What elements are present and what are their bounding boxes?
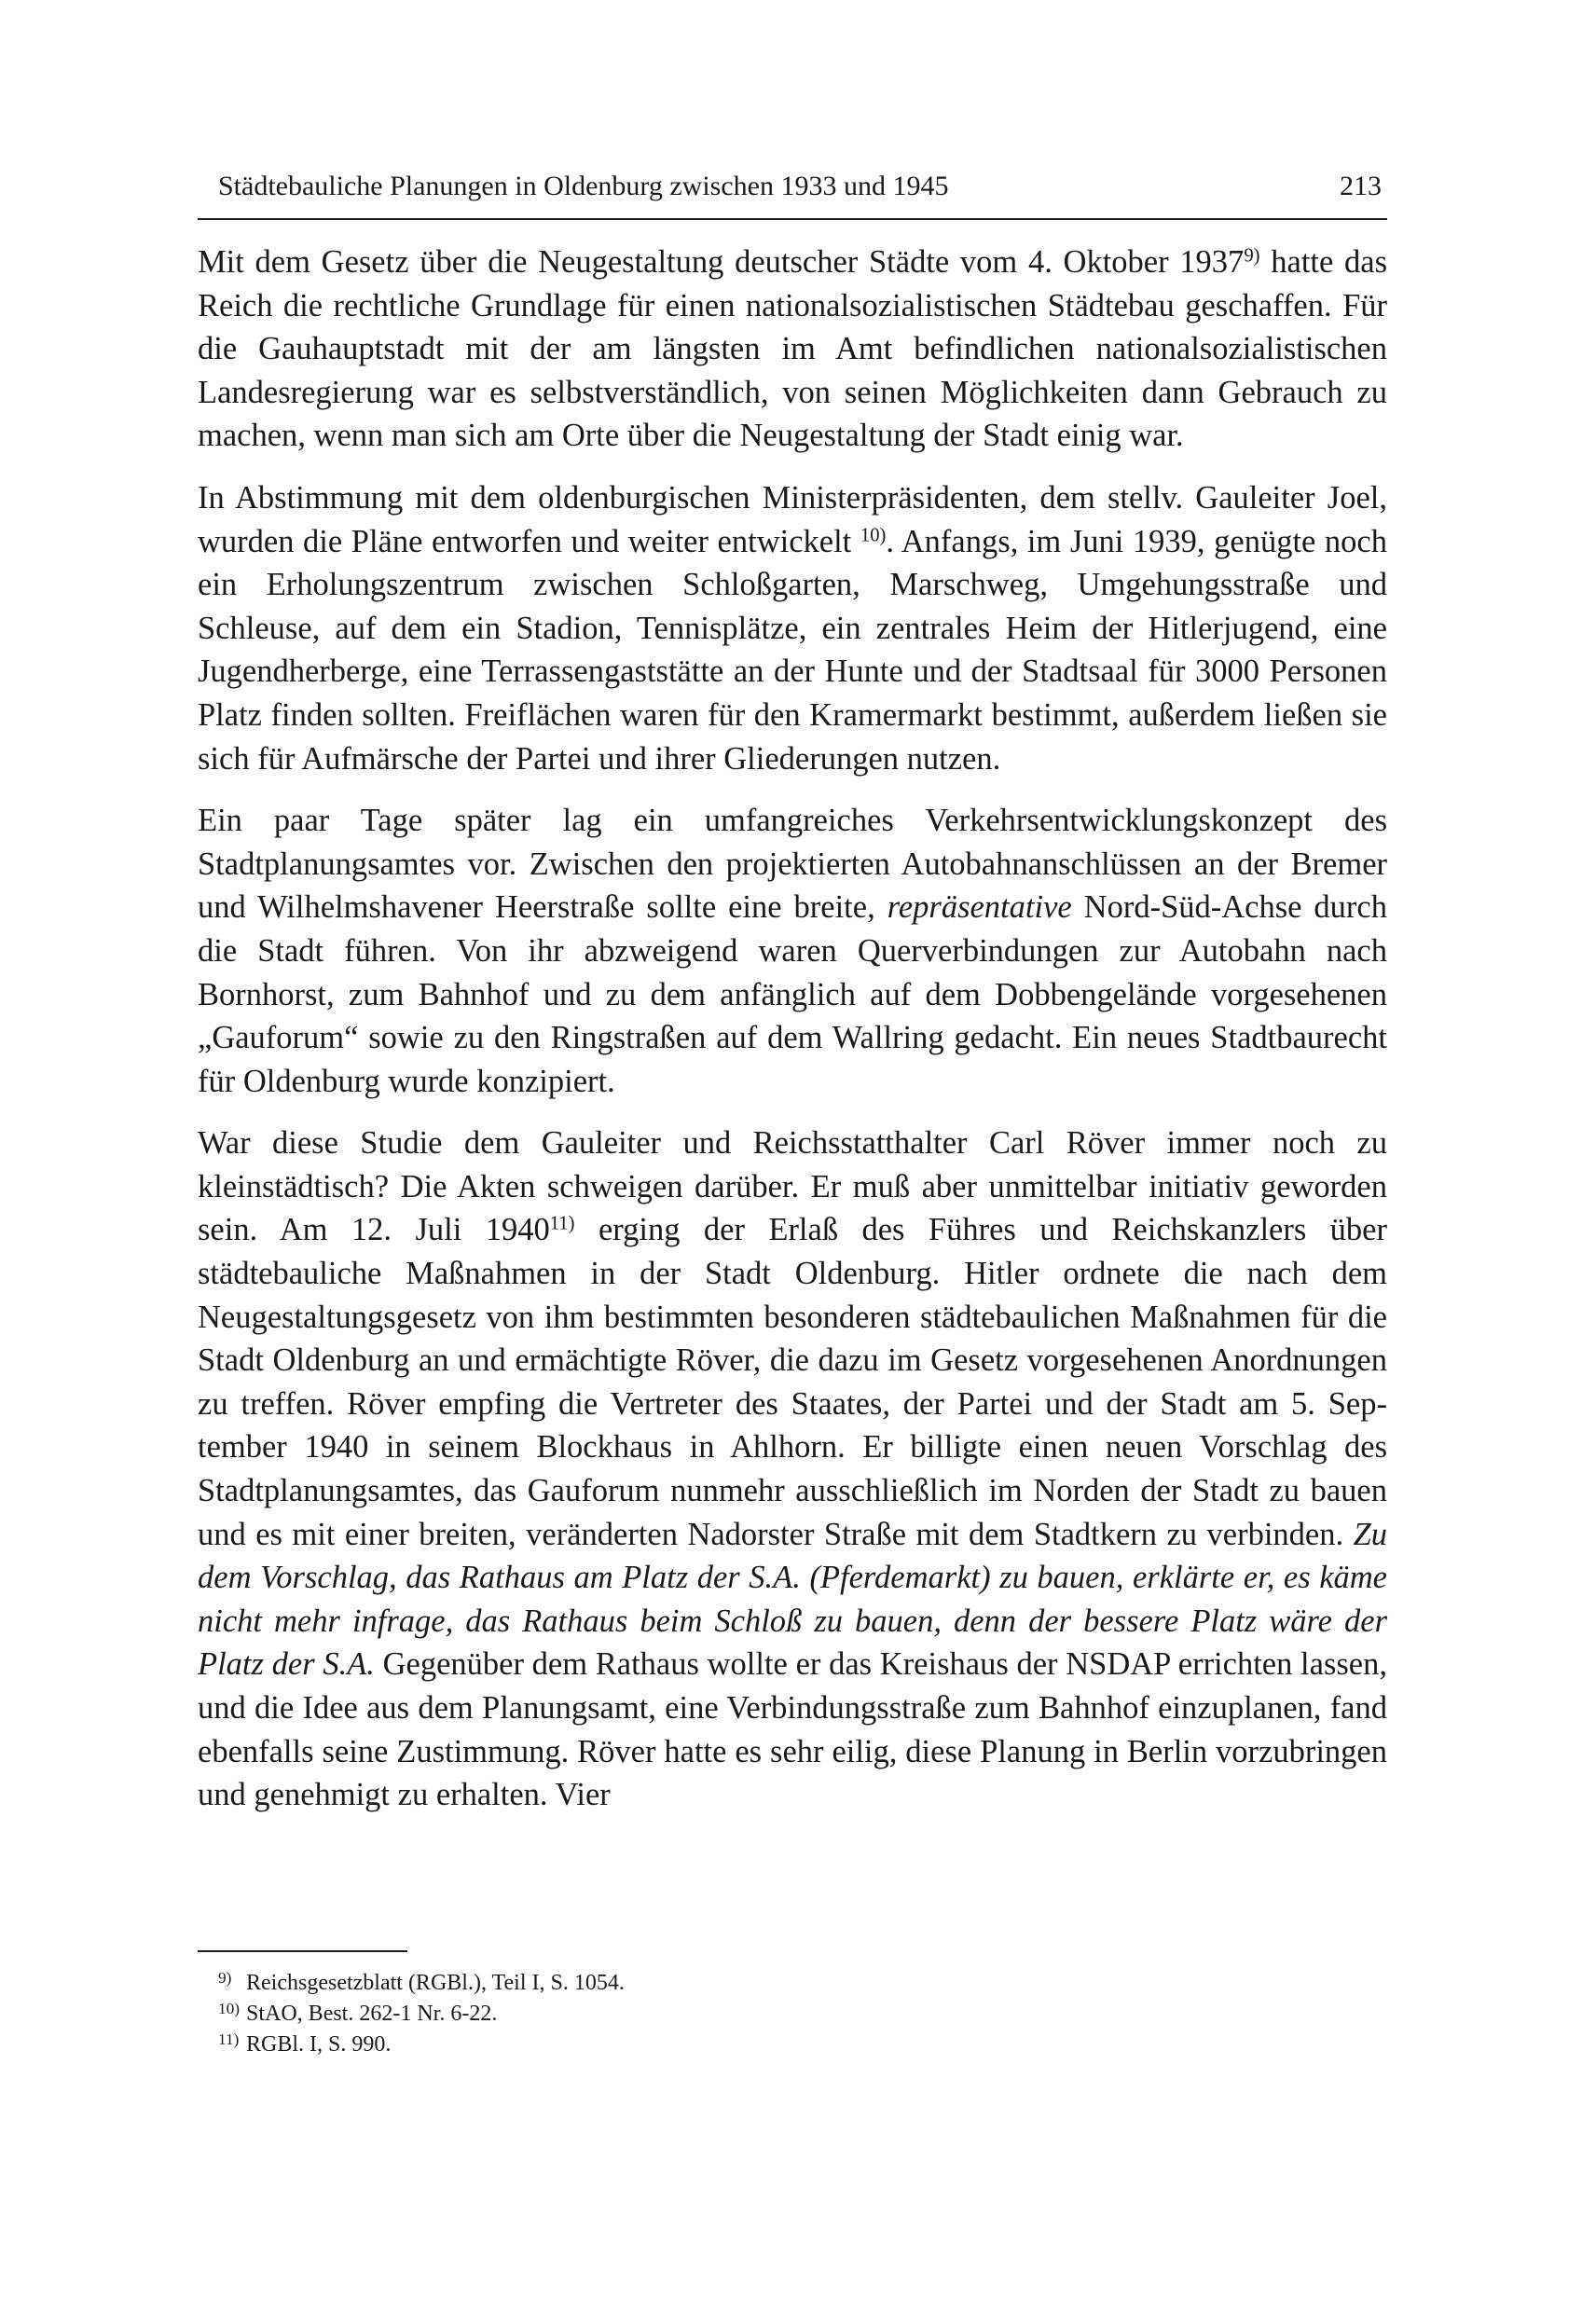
running-title: Städtebauliche Planungen in Oldenburg zwischen 1933 und 1945	[218, 171, 949, 201]
italic-quote: Zu dem Vorschlag, das Rathaus am Platz der S.A. (Pferdemarkt) zu bauen, erklärte er, es käme nicht mehr infrage, das Rathaus beim Schloß zu bauen, denn der bessere Platz wäre der Platz der S.A.	[198, 1516, 1387, 1683]
body-paragraph	[198, 1122, 1387, 1817]
footnote-text: RGBl. I, S. 990.	[246, 2031, 392, 2057]
footnote	[198, 2027, 1387, 2057]
text-run: Nord-Süd-Achse durch die Stadt führen. Von ihr abzweigend waren Querverbindungen zur Autobahn nach Bornhorst, zum Bahnhof und zu dem anfänglich auf dem Dobbengelände vorgesehenen „Gauforum“ sowie zu den Ringstraßen auf dem Wallring gedacht. Ein neues Stadtbaurecht für Oldenburg wurde konzipiert.	[198, 889, 1387, 1099]
body-paragraph	[198, 241, 1387, 458]
body-paragraph	[198, 799, 1387, 1103]
footnote-mark: 10)	[218, 1999, 241, 2017]
footnotes	[198, 1950, 1387, 2057]
footnote-text: Reichsgesetzblatt (RGBl.), Teil I, S. 1054.	[246, 1970, 625, 1995]
footnote	[198, 1965, 1387, 1996]
text-run: hatte das Reich die rechtliche Grundlage für einen nationalsozialistischen Städtebau geschaffen. Für die Gauhauptstadt mit der am längsten im Amt befindlichen nationalsozialistischen Landesregierung war es selbstverständlich, von seinen Möglichkeiten dann Gebrauch zu machen, wenn man sich am Orte über die Neugestaltung der Stadt einig war.	[198, 244, 1387, 454]
footnote-list	[198, 1965, 1387, 2057]
page-number: 213	[1340, 171, 1382, 201]
text-run: . Anfangs, im Juni 1939, genügte noch ein Erholungszentrum zwischen Schloßgarten, Marschweg, Umgehungsstraße und Schleuse, auf dem ein Stadion, Tennisplätze, ein zentrales Heim der Hitlerjugend, eine Jugendherberge, eine Terrassengaststätte an der Hunte und der Stadtsaal für 3000 Personen Platz finden sollten. Freiflächen waren für den Kramermarkt bestimmt, außerdem ließen sie sich für Aufmärsche der Partei und ihrer Gliederungen nutzen.	[198, 523, 1387, 777]
footnote	[198, 1996, 1387, 2027]
footnote-rule	[198, 1950, 407, 1952]
footnote-mark: 9)	[218, 1969, 232, 1987]
text-run: Mit dem Gesetz über die Neugestaltung deutscher Städte vom 4. Oktober 1937	[198, 244, 1245, 280]
text-run: War diese Studie dem Gauleiter und Reichsstatthalter Carl Röver immer noch zu kleinstädtisch? Die Akten schweigen darüber. Er muß aber unmittelbar initiativ geworden sein. Am 12. Juli 1940	[198, 1125, 1387, 1248]
footnote-mark: 11)	[218, 2030, 240, 2048]
footnote-reference: 11)	[549, 1214, 575, 1235]
body-paragraph	[198, 476, 1387, 780]
footnote-text: StAO, Best. 262-1 Nr. 6-22.	[246, 2001, 498, 2026]
text-run: In Abstimmung mit dem oldenburgischen Ministerpräsidenten, dem stellv. Gauleiter Joel, wurden die Pläne entworfen und weiter entwickelt	[198, 479, 1387, 559]
text-run: Gegenüber dem Rathaus wollte er das Kreishaus der NSDAP errichten lassen, und die Idee aus dem Planungsamt, eine Verbindungsstraße zum Bahnhof einzuplanen, fand ebenfalls seine Zustimmung. Röver hatte es sehr eilig, diese Planung in Berlin vorzubringen und genehmigt zu erhalten. Vier	[198, 1646, 1387, 1813]
footnote-reference: 9)	[1244, 245, 1260, 267]
text-run: erging der Erlaß des Führes und Reichskanzlers über städtebauliche Maßnahmen in der Stadt Oldenburg. Hitler ordnete die nach dem Neugestaltungsgesetz von ihm bestimmten besonderen städtebaulichen Maßnahmen für die Stadt Oldenburg an und ermächtigte Röver, die dazu im Gesetz vorgesehenen Anordnungen zu treffen. Röver empfing die Vertreter des Staates, der Partei und der Stadt am 5. September 1940 in seinem Blockhaus in Ahlhorn. Er billigte einen neuen Vorschlag des Stadtplanungsamtes, das Gauforum nunmehr ausschließlich im Norden der Stadt zu bauen und es mit einer breiten, veränderten Nadorster Straße mit dem Stadtkern zu verbinden.	[198, 1212, 1387, 1552]
running-header	[198, 168, 1387, 220]
footnote-reference: 10)	[860, 525, 887, 546]
body-text	[198, 241, 1387, 1817]
book-page	[198, 168, 1387, 1836]
italic-quote: repräsentative	[887, 889, 1072, 926]
text-run: Ein paar Tage später lag ein umfangreiches Verkehrsentwicklungskonzept des Stadtplanungsamtes vor. Zwischen den projektierten Autobahnanschlüssen an der Bremer und Wilhelmshavener Heerstraße sollte eine breite,	[198, 803, 1387, 926]
